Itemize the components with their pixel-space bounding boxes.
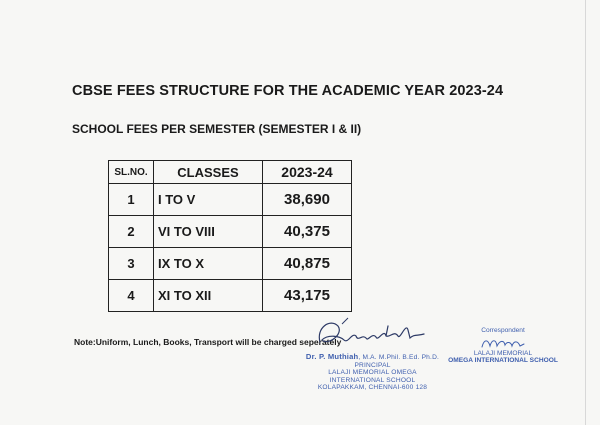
principal-school-line2: INTERNATIONAL SCHOOL <box>329 376 416 384</box>
row-fee: 40,375 <box>263 216 352 248</box>
row-sl-no: 3 <box>109 248 154 280</box>
row-sl-no: 4 <box>109 280 154 312</box>
correspondent-designation: Correspondent <box>481 327 525 334</box>
signature-icon <box>314 316 434 354</box>
page-subtitle: SCHOOL FEES PER SEMESTER (SEMESTER I & II) <box>72 122 362 136</box>
signature-icon <box>478 336 528 350</box>
page-title: CBSE FEES STRUCTURE FOR THE ACADEMIC YEAR 2023-24 <box>72 83 504 99</box>
header-classes: CLASSES <box>154 161 263 184</box>
principal-name: Dr. P. Muthiah <box>305 352 359 361</box>
fee-note: Note:Uniform, Lunch, Books, Transport will be charged seperately <box>74 337 342 347</box>
row-classes: IX TO X <box>154 248 263 280</box>
correspondent-school-line2: OMEGA INTERNATIONAL SCHOOL <box>448 357 558 365</box>
row-classes: XI TO XII <box>154 280 263 312</box>
correspondent-school-line1: LALAJI MEMORIAL <box>473 349 533 357</box>
row-sl-no: 2 <box>109 216 154 248</box>
principal-school-line1: LALAJI MEMORIAL OMEGA <box>328 369 417 377</box>
correspondent-stamp <box>448 327 558 365</box>
fee-table-header-row <box>109 161 352 184</box>
principal-designation: PRINCIPAL <box>354 361 391 369</box>
principal-stamp: Dr. P. Muthiah, M.A. M.Phil. B.Ed. Ph.D. PRINCIPAL LALAJI MEMORIAL OMEGA INTERNATIONAL SCHOOL KOLAPAKKAM, CHENNAI-600 128 <box>290 353 455 392</box>
table-row <box>109 280 352 312</box>
row-classes: VI TO VIII <box>154 216 263 248</box>
row-sl-no: 1 <box>109 184 154 216</box>
header-sl-no: SL.NO. <box>109 161 154 184</box>
row-classes: I TO V <box>154 184 263 216</box>
page-edge-line <box>585 0 586 425</box>
header-year: 2023-24 <box>263 161 352 184</box>
principal-address: KOLAPAKKAM, CHENNAI-600 128 <box>317 384 428 392</box>
table-row <box>109 216 352 248</box>
principal-qualifications: M.A. M.Phil. B.Ed. Ph.D. <box>362 354 440 361</box>
row-fee: 40,875 <box>263 248 352 280</box>
row-fee: 43,175 <box>263 280 352 312</box>
table-row <box>109 184 352 216</box>
table-row <box>109 248 352 280</box>
fee-table <box>108 160 352 312</box>
row-fee: 38,690 <box>263 184 352 216</box>
